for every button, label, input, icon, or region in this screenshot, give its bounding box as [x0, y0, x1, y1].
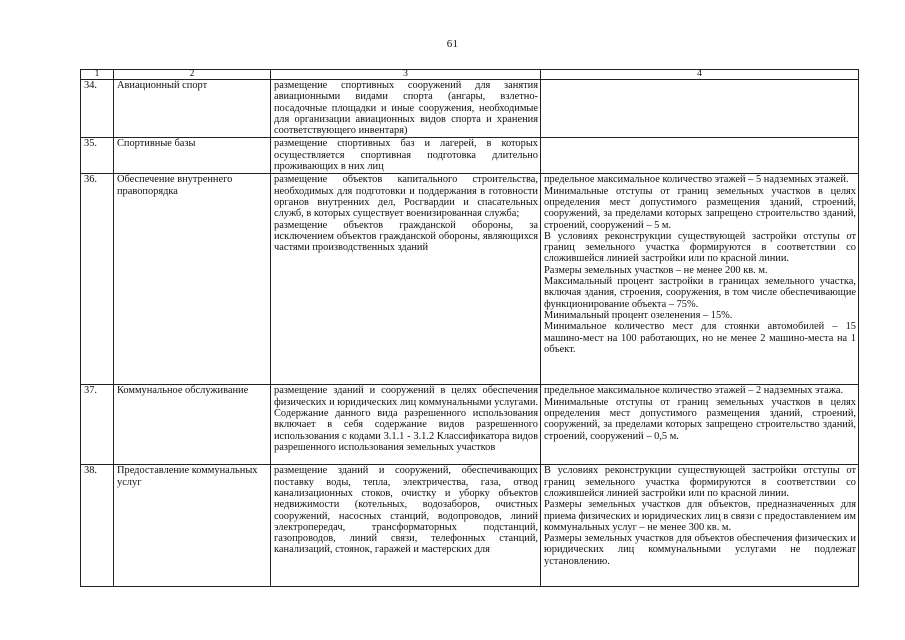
parameter-paragraph: Максимальный процент застройки в границах земельного участка, включая здания, строения, сооружения, в том числе обеспечивающие функционирование объекта – 75%.: [544, 276, 856, 310]
column-number-row: [81, 70, 859, 80]
page-number: 61: [446, 38, 459, 50]
parameter-paragraph: Минимальные отступы от границ земельных участков в целях определения мест допустимого размещения зданий, строений, сооружений, за пределами которых запрещено строительство зданий, строений, сооружений – 5 м.: [544, 185, 856, 231]
parameter-paragraph: Размеры земельных участков для объектов, предназначенных для приема физических и юридических лиц в связи с предоставлением им коммунальных услуг – не менее 300 кв. м.: [544, 499, 856, 533]
parameter-paragraph: Размеры земельных участков – не менее 200 кв. м.: [544, 264, 768, 276]
use-description-paragraph: размещение зданий и сооружений, обеспечивающих поставку воды, тепла, электричества, газа, отвод канализационных стоков, очистку и уборку объектов недвижимости (котельных, водозаборов, очистных сооружений, насосных станций, водопроводов, линий электропередач, трансформаторных подстанций, газопроводов, линий связи, телефонных станций, канализаций, стоянок, гаражей и мастерских для: [274, 465, 538, 556]
row-number: 36.: [81, 174, 114, 385]
use-description: [271, 138, 541, 174]
column-number-1: 1: [81, 70, 114, 80]
column-number-3: 3: [271, 70, 541, 80]
column-number-4: 4: [541, 70, 859, 80]
parameter-paragraph: предельное максимальное количество этажей – 5 надземных этажей.: [544, 174, 849, 186]
parameter-paragraph: Минимальное количество мест для стоянки автомобилей – 15 машино-мест на 100 работающих, но не менее 2 машино-места на 1 объект.: [544, 321, 856, 355]
use-description: [271, 174, 541, 385]
use-parameters: [541, 465, 859, 587]
use-type-name: Авиационный спорт: [114, 80, 271, 138]
parameter-paragraph: Минимальные отступы от границ земельных участков в целях определения мест допустимого размещения зданий, строений, сооружений, за пределами которых запрещено строительство зданий, строений, сооружений – 0,5 м.: [544, 396, 856, 442]
parameter-paragraph: Минимальный процент озеленения – 15%.: [544, 309, 733, 321]
use-description-paragraph: размещение объектов капитального строительства, необходимых для подготовки и поддержания в готовности органов внутренних дел, Росгвардии и спасательных служб, в которых существует военизированная служба;: [274, 174, 538, 220]
use-parameters: [541, 138, 859, 174]
row-number: 37.: [81, 385, 114, 465]
use-description-paragraph: размещение спортивных баз и лагерей, в которых осуществляется спортивная подготовка длительно проживающих в них лиц: [274, 138, 538, 173]
use-type-name: Обеспечение внутреннего правопорядка: [114, 174, 271, 385]
row-number: 35.: [81, 138, 114, 174]
use-description: [271, 465, 541, 587]
use-description-paragraph: размещение спортивных сооружений для занятия авиационными видами спорта (ангары, взлетно-посадочные площадки и иные сооружения, необходимые для организации авиационных видов спорта и хранения соответствующего инвентаря): [274, 80, 538, 137]
parameter-paragraph: предельное максимальное количество этажей – 2 надземных этажа.: [544, 385, 844, 397]
use-description: [271, 80, 541, 138]
use-description: [271, 385, 541, 465]
use-type-name: Предоставление коммунальных услуг: [114, 465, 271, 587]
table-row: [81, 138, 859, 174]
table-row: [81, 80, 859, 138]
land-use-table: [80, 69, 859, 587]
use-type-name: Спортивные базы: [114, 138, 271, 174]
use-description-paragraph: размещение зданий и сооружений в целях обеспечения физических и юридических лиц коммунальными услугами. Содержание данного вида разрешенного использования включает в себя содержание видов разрешенного использования с кодами 3.1.1 - 3.1.2 Классификатора видов разрешенного использования земельных участков: [274, 385, 538, 453]
use-parameters: [541, 385, 859, 465]
parameter-paragraph: Размеры земельных участков для объектов обеспечения физических и юридических лиц коммунальными услугами не подлежат установлению.: [544, 533, 856, 567]
table-row: [81, 385, 859, 465]
use-parameters: [541, 174, 859, 385]
table-row: [81, 465, 859, 587]
row-number: 34.: [81, 80, 114, 138]
parameter-paragraph: В условиях реконструкции существующей застройки отступы от границ земельного участка формируются в соответствии со сложившейся линией застройки или по красной линии.: [544, 230, 856, 265]
parameter-paragraph: В условиях реконструкции существующей застройки отступы от границ земельного участка формируются в соответствии со сложившейся линией застройки или по красной линии.: [544, 465, 856, 499]
table-row: [81, 174, 859, 385]
use-description-paragraph: размещение объектов гражданской обороны, за исключением объектов гражданской обороны, являющихся частями производственных зданий: [274, 219, 538, 254]
row-number: 38.: [81, 465, 114, 587]
use-parameters: [541, 80, 859, 138]
use-type-name: Коммунальное обслуживание: [114, 385, 271, 465]
column-number-2: 2: [114, 70, 271, 80]
